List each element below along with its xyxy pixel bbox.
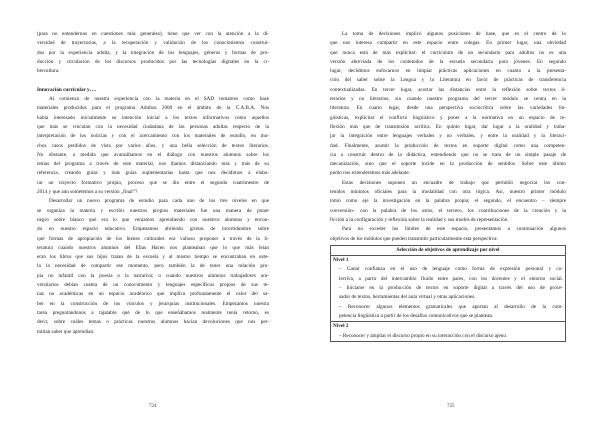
text-line: lugar, decidimos enfocarnos en limpiar prácticas aplicaciones en cuanto a la presenta- — [330, 68, 566, 75]
text-line: ber en la construcción de los vínculos y jerarquías institucionales. Empezamos nuestra — [37, 300, 269, 307]
left-paragraph-3 — [37, 197, 269, 336]
text-line: eran los libros que sus hijos traían de la escuela y al mismo tiempo se encontraban en uste- — [37, 254, 269, 261]
text-line: nas no académicas en un espacio académico que implica profundamente el valor del sa- — [37, 291, 269, 298]
text-line: teratura cuando nuestros alumnos del Ellas Hacen nos planteaban que lo que más leían — [37, 244, 269, 251]
text-line: tenidos mínimos oficiales para la modalidad con otra lógica. Así, nuestro primer módulo — [330, 189, 566, 196]
text-line: dos por la experiencia adulta, y la integración de los lenguajes, géneros y formas de pro- — [37, 49, 269, 56]
text-line: No obstante, a medida que avanzábamos en el diálogo con nuestros alumnos sobre los — [37, 151, 269, 158]
text-line: objetivos de los módulos que pueden transmitir particularmente esta perspectiva: — [330, 235, 498, 242]
text-line: punto nos extenderemos más adelante. — [330, 170, 410, 177]
text-line: interpretación de los noticias y con el acercamiento con los materiales de estudio, en mu- — [37, 133, 269, 140]
text-line: versitarios debían cuenta de un conocimiento y lenguajes específicos propios de sus te- — [37, 282, 269, 289]
text-line: cia a construir dentro de la didáctica, entendiendo que no se trata de un simple pasaje de — [330, 151, 566, 158]
text-line: Para no exceder los límites de este espacio, presentamos a continuación algunos — [342, 226, 566, 233]
text-line: jar la integración entre lenguajes verbales y no verbales, y entre la oralidad y la literaci- — [330, 133, 566, 140]
objectives-table-title: Selección de objetivos de aprendizaje por nivel — [331, 246, 565, 256]
text-line: pia no infantil con la poesía o la narrativa; o cuando nuestros alumnos trabajadores uni- — [37, 272, 269, 279]
text-line: que nunca está de más explicitar: el currículum de un secundario para adultos no es una — [330, 49, 566, 56]
text-line: que más se vinculan con la necesidad ciudadana de las personas adultas respecto de la — [37, 123, 269, 130]
text-line: que nos interesa compartir en este espacio entre colegas. En primer lugar, una obviedad — [330, 40, 566, 47]
text-line: mecanización, sino que el soporte incide en la producción de sentidos. Sobre este último — [330, 161, 566, 168]
right-page — [300, 0, 600, 424]
objective-item: – Reconocer y ampliar el discurso propio en su interacción con el discurso ajeno. — [339, 332, 508, 339]
objective-item: lectiva, a partir del intercambio fluido entre pares, con los docentes y el entorno social. — [339, 275, 563, 282]
text-line: terarios y no literarios, sin cuando nuestro programa del tercer módulo se centra en la — [330, 96, 566, 103]
text-line: ducción y circulación de los discursos producidos por las tecnologías digitales en la ci- — [37, 58, 269, 65]
text-line: negro sobre blanco qué era lo que veníamos aprendiendo con nuestros alumnos y encon- — [37, 216, 269, 223]
text-line: se organiza la materia y escribir nuestros propios materiales fue una manera de poner — [37, 207, 269, 214]
objective-item: petencia lingüística a partir de los desafíos comunicativos que se plantean. — [339, 312, 494, 319]
text-line: ción del saber sobre la Lengua y la Literatura en favor de prácticas de transferencia — [330, 77, 566, 84]
right-paragraph-2 — [330, 179, 566, 225]
text-line: qué formas de apropiación de los bienes culturales era valioso proponer a través de la li- — [37, 235, 269, 242]
text-line: materiales producidos para el programa Adultos 2000 en el ámbito de la C.A.B.A. Nos — [37, 105, 269, 112]
left-paragraph-2 — [37, 95, 269, 197]
level-2-label: Nivel 2 — [331, 321, 565, 331]
text-line: güísticas, explicitar el conflicto lingüístico y poner a la normativa en un espacio de re- — [330, 114, 566, 121]
text-line: rar un trayecto formativo propio, proceso que se dio entre el segundo cuatrimestre de — [37, 179, 269, 186]
text-line: decir, sobre cuáles temas o prácticas nuestros alumnos hacían devoluciones que nos per- — [37, 319, 269, 326]
objective-item: sador de textos, herramientas del aula virtual y otras aplicaciones. — [339, 294, 476, 301]
right-paragraph-1 — [330, 30, 566, 179]
text-line: chos casos perdidos de vista por varios años, y una bella selección de textos literarios. — [37, 142, 269, 149]
text-line: flexión más que de transmisión acrítica. En quinto lugar, dar lugar a la oralidad y traba- — [330, 123, 566, 130]
text-line: ficción a la configuración y reflexión sobre la realidad y sus modos de representación. — [330, 216, 509, 223]
objective-item: – Reconocer algunos elementos gramaticales que aportan al desarrollo de la com- — [339, 303, 563, 310]
text-line: tarea preguntándonos a tajatable qué de lo que enseñábamos realmente tenía retorno, es — [37, 309, 269, 316]
text-line: Al comienzo de nuestra experiencia con la materia en el SAD tomamos como base — [49, 96, 269, 103]
text-line: temas del programa a través de este material, nos íbamos distanciando más y más de su — [37, 161, 269, 168]
text-line: (para no entendernos en cuestiones más generales), tiene que ver con la atención a la di- — [37, 31, 269, 37]
text-line: versión abreviada de los contenidos de la escuela secundaria para jóvenes. En segundo — [330, 58, 566, 65]
text-line: do en nuestro espacio educativo. Empezamos abriendo grietas de incertidumbre sobre — [37, 226, 269, 233]
right-page-text — [330, 30, 566, 342]
text-line: conversión– con la palabra de los otros; el tercero, los contribuciones de la creación y la — [330, 207, 566, 214]
text-line: había interesado inicialmente su intención inicial a los textos informativos como aquellos — [37, 114, 269, 121]
page-number: 724 — [149, 404, 157, 409]
text-line: bercultura. — [37, 68, 60, 75]
text-line: contextualizadas. En tercer lugar, acortar las distancias entre la reflexión sobre textos li- — [330, 86, 566, 93]
section-heading: Innovación curricular y…. — [37, 86, 97, 93]
left-paragraph-1 — [37, 30, 269, 76]
text-line: La toma de decisiones implicó algunos posiciones de base, que es el centro de lo — [342, 31, 566, 37]
text-line: Estas decisiones suponen un encuadre de trabajo que permitió negociar los con- — [342, 179, 566, 186]
left-page-text — [37, 30, 269, 337]
text-line: literatura. En cuarto lugar, desde una perspectiva sociocrítica sobre las variedades lin- — [330, 105, 566, 112]
text-line: Desarrollar un nuevo programa de estudio para cada uno de los tres niveles en que — [49, 198, 269, 205]
objective-item: – Iniciarse en la producción de textos en soporte digital a través del uso de proce- — [339, 285, 563, 292]
text-line: tomó como eje la investigación en la palabra propia; el segundo, el encuentro – siempre — [330, 198, 566, 205]
text-line: versidad de trayectorias, a la recuperación y validación de los conocimientos construi- — [37, 40, 269, 47]
text-line: la la necesidad de compartir ese momento, pero también la de tener una relación pro- — [37, 263, 269, 270]
page-number: 725 — [447, 404, 455, 409]
objective-item: – Ganar confianza en el uso de lenguaje como forma de expresión personal y co- — [339, 266, 563, 273]
level-1-label: Nivel 1 — [333, 257, 349, 264]
text-line: dad. Finalmente, asumir la producción de textos en soporte digital como una competen- — [330, 142, 566, 149]
text-line: referencia, creando guías y más guías suplementarias hasta que nos decidimos a elabo- — [37, 170, 269, 177]
text-line: mitían saber que aprendían. — [37, 328, 95, 335]
right-paragraph-3 — [330, 225, 566, 244]
objectives-table — [330, 245, 566, 342]
text-line: 2014 y que aún sometemos a su versión „final“? — [37, 189, 138, 196]
